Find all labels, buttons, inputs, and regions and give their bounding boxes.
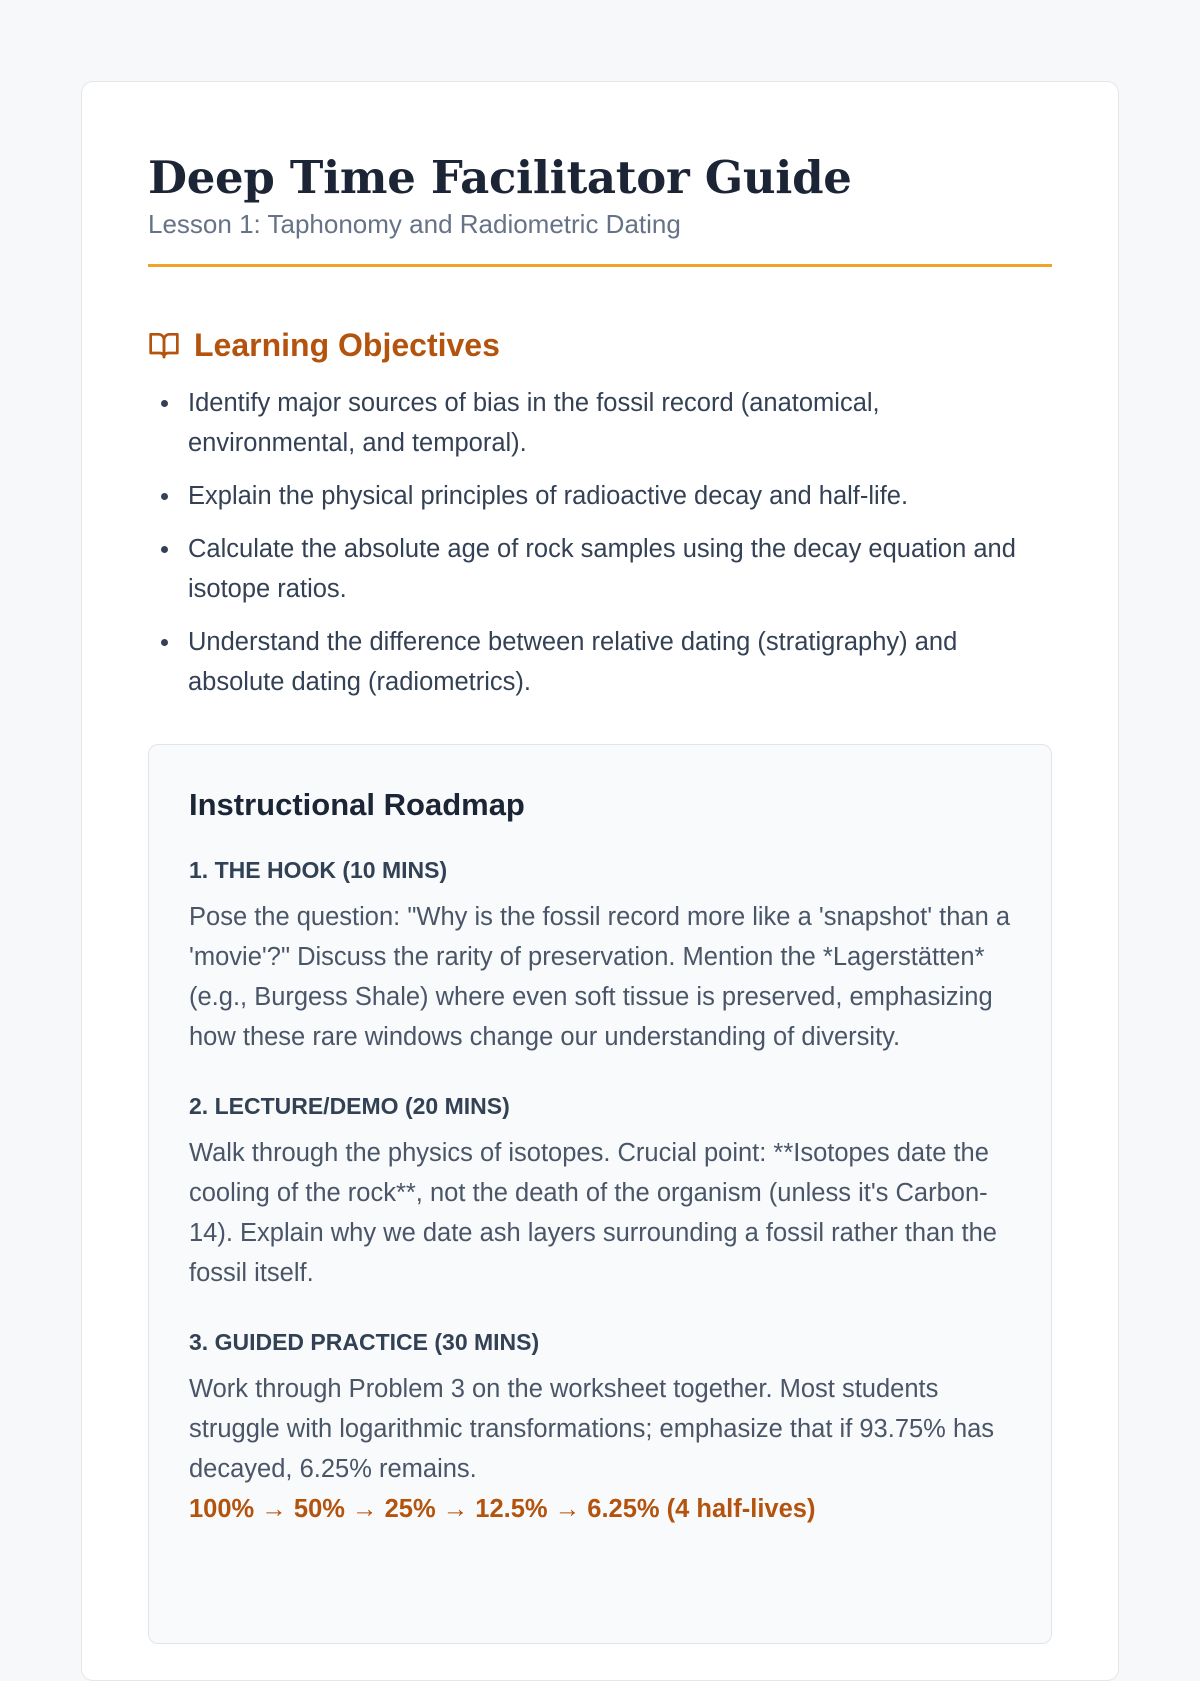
guide-card [81,81,1119,1681]
practice-text: Work through Problem 3 on the worksheet together. Most students struggle with logarithmic transformations; emphasize that if 93.75% has decayed, 6.25% remains. [189,1375,995,1483]
step-body-practice [189,1369,1011,1529]
objective-item: Identify major sources of bias in the fossil record (anatomical, environmental, and temporal). [188,383,1052,463]
objective-item: Calculate the absolute age of rock samples using the decay equation and isotope ratios. [188,529,1052,609]
step-title-lecture: 2. LECTURE/DEMO (20 MINS) [189,1093,510,1119]
step-title-hook: 1. THE HOOK (10 MINS) [189,857,448,883]
step-body-hook: Pose the question: "Why is the fossil record more like a 'snapshot' than a 'movie'?" Discuss the rarity of preservation. Mention the *Lagerstätten* (e.g., Burgess Shale) where even soft tissue is preserved, emphasizing how these rare windows change our understanding of diversity. [189,903,1011,1051]
objectives-list [148,383,1052,702]
objectives-header [148,325,1052,365]
step-title-practice: 3. GUIDED PRACTICE (30 MINS) [189,1329,540,1355]
page-title: Deep Time Facilitator Guide [148,151,852,204]
objective-item: Understand the difference between relative dating (stratigraphy) and absolute dating (radiometrics). [188,622,1052,702]
open-book-icon [148,329,180,361]
page-subtitle: Lesson 1: Taphonomy and Radiometric Dating [148,209,681,239]
header-divider [148,264,1052,267]
step-body-lecture: Walk through the physics of isotopes. Crucial point: **Isotopes date the cooling of the rock**, not the death of the organism (unless it's Carbon-14). Explain why we date ash layers surrounding a fossil rather than the fossil itself. [189,1139,997,1287]
roadmap-heading: Instructional Roadmap [189,787,525,822]
objective-item: Explain the physical principles of radioactive decay and half-life. [188,476,1052,516]
half-life-formula: 100% → 50% → 25% → 12.5% → 6.25% (4 half-lives) [189,1495,816,1523]
objectives-heading: Learning Objectives [194,327,500,363]
instructional-roadmap [148,744,1052,1644]
